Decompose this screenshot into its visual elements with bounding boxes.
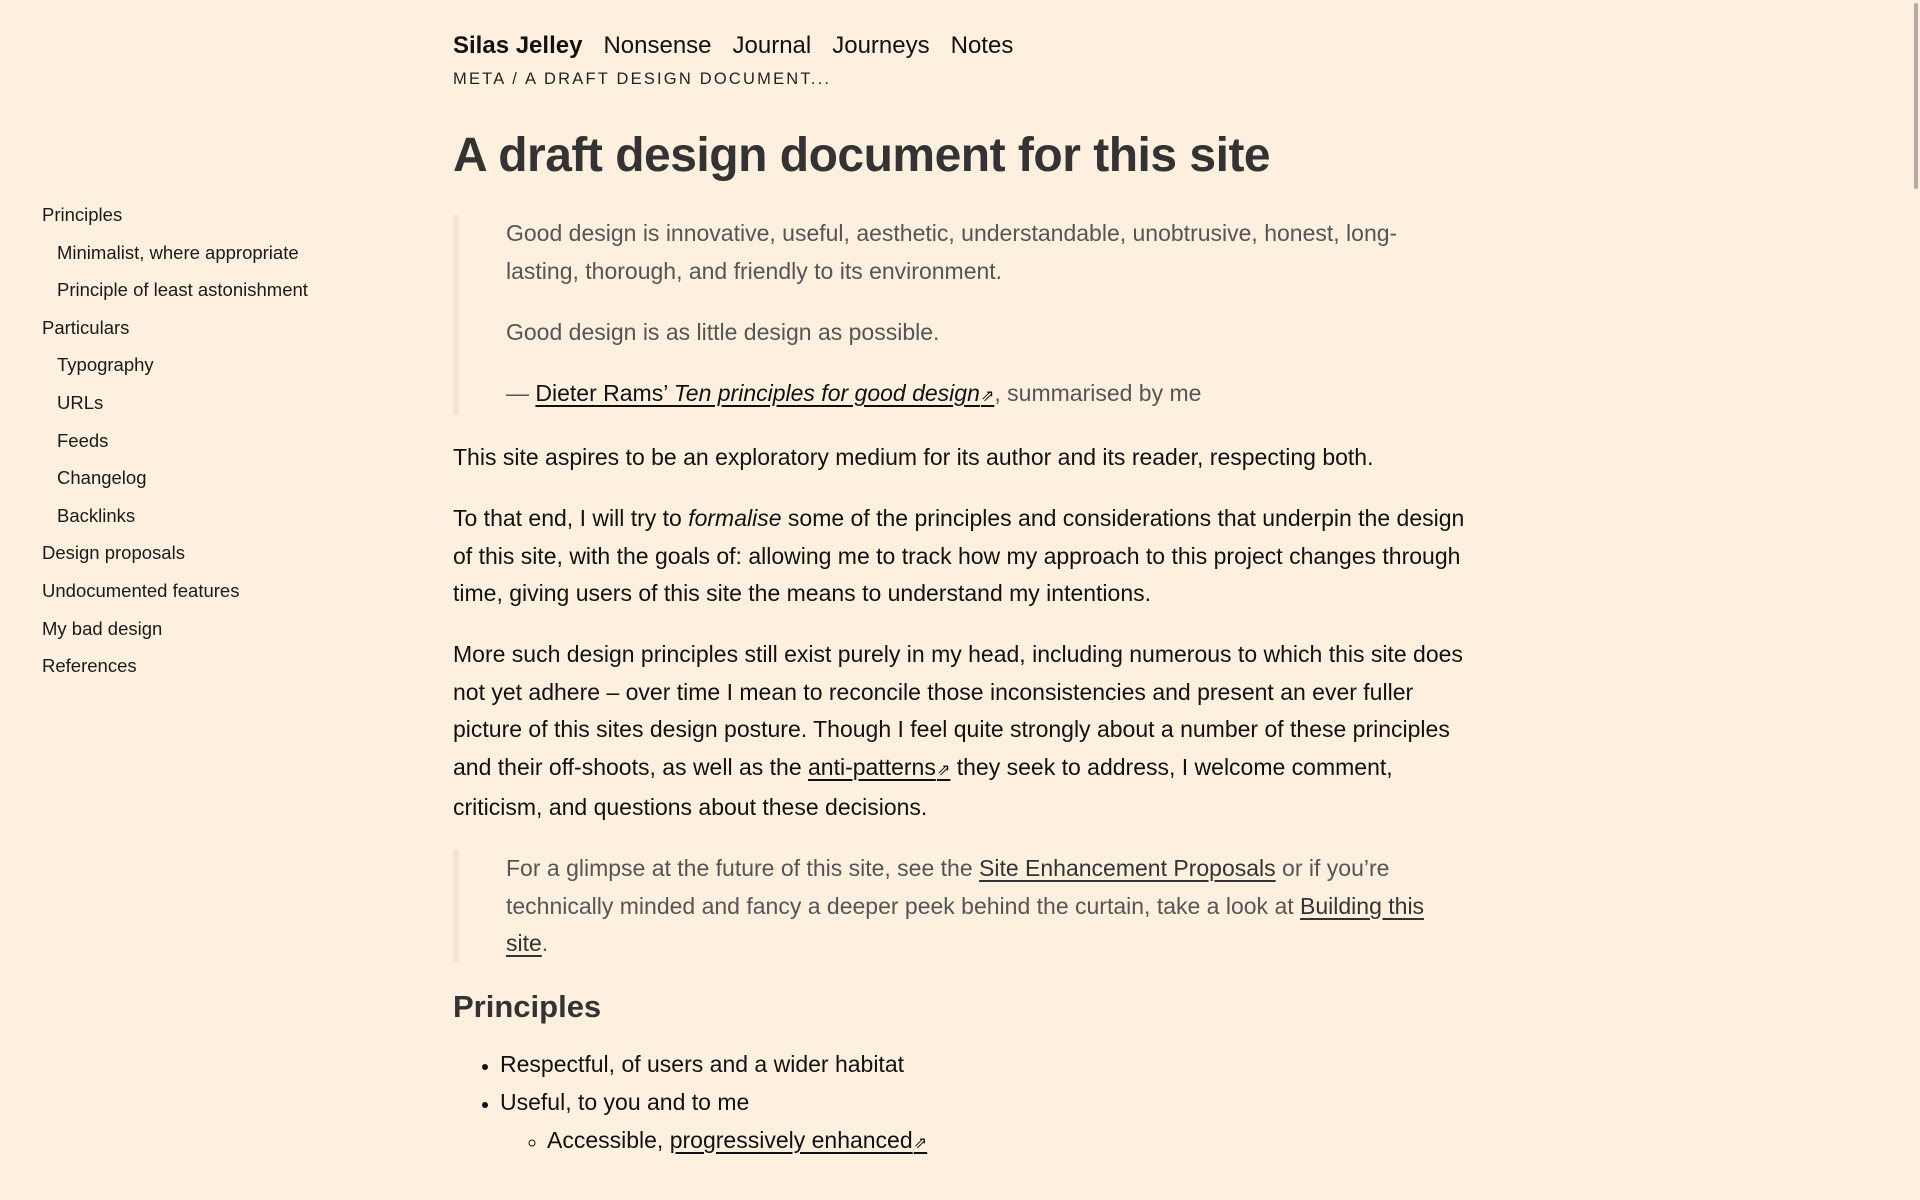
link-text: progressively enhanced bbox=[669, 1126, 913, 1153]
link-text: anti-patterns bbox=[808, 753, 936, 780]
site-enhancement-proposals-link[interactable]: Site Enhancement Proposals bbox=[979, 855, 1276, 881]
toc-item-my-bad-design[interactable]: My bad design bbox=[42, 617, 163, 639]
toc-item-changelog[interactable]: Changelog bbox=[57, 467, 147, 489]
epigraph-quote bbox=[453, 215, 1465, 415]
text: More such design principles still exist purely in my head, including numerous to which this site does not yet adhere – over time I mean to reconcile those inconsistencies and present an ever fuller picture of this sites design posture. Though I feel quite strongly about a number of these principles and their off-shoots, as well as the bbox=[453, 641, 1463, 780]
progressively-enhanced-link[interactable] bbox=[670, 1127, 927, 1153]
nav-link-notes[interactable]: Notes bbox=[950, 32, 1014, 59]
text: or if you’re technically minded and fancy a deeper peek behind the curtain, take a look at bbox=[506, 855, 1390, 919]
anti-patterns-link[interactable] bbox=[808, 754, 950, 780]
text: some of the principles and considerations that underpin the design of this site, with the goals of: allowing me to track how my approach to this project changes through time, giving users of this site the means to understand my intentions. bbox=[453, 505, 1465, 606]
list-item: • Respectful, of users and a wider habitat bbox=[500, 1045, 1465, 1083]
table-of-contents bbox=[42, 196, 402, 685]
toc-item-minimalist[interactable]: Minimalist, where appropriate bbox=[57, 241, 299, 263]
scrollbar[interactable] bbox=[1914, 3, 1918, 189]
external-link-icon: ⇗ bbox=[936, 760, 951, 779]
dieter-rams-link[interactable] bbox=[535, 380, 994, 406]
toc-item-references[interactable]: References bbox=[42, 655, 137, 677]
principles-list bbox=[453, 1045, 1465, 1162]
text: To that end, I will try to bbox=[453, 505, 689, 531]
toc-item-particulars[interactable]: Particulars bbox=[42, 316, 130, 338]
toc-item-feeds[interactable]: Feeds bbox=[57, 429, 109, 451]
goals-paragraph bbox=[453, 500, 1465, 613]
toc-item-design-proposals[interactable]: Design proposals bbox=[42, 542, 185, 564]
main-content bbox=[453, 26, 1465, 1162]
toc-item-principles[interactable]: Principles bbox=[42, 204, 123, 225]
nav-link-journal[interactable]: Journal bbox=[732, 32, 812, 59]
text: they seek to address, I welcome comment, criticism, and questions about these decisions. bbox=[453, 753, 1393, 820]
nav-link-journeys[interactable]: Journeys bbox=[832, 32, 930, 59]
site-brand-link[interactable]: Silas Jelley bbox=[453, 32, 583, 59]
text: Accessible, bbox=[547, 1126, 670, 1153]
link-text-italic: Ten principles for good design bbox=[673, 379, 980, 406]
more-principles-paragraph bbox=[453, 636, 1465, 827]
external-link-icon: ⇗ bbox=[913, 1133, 928, 1152]
note-paragraph bbox=[506, 850, 1465, 963]
text: For a glimpse at the future of this site, see the bbox=[506, 855, 980, 881]
intro-paragraph: This site aspires to be an exploratory medium for its author and its reader, respecting both. bbox=[453, 444, 1374, 470]
toc-item-least-astonishment[interactable]: Principle of least astonishment bbox=[57, 279, 308, 301]
toc-item-urls[interactable]: URLs bbox=[57, 391, 104, 413]
nav-link-nonsense[interactable]: Nonsense bbox=[603, 32, 712, 59]
toc-item-undocumented-features[interactable]: Undocumented features bbox=[42, 579, 240, 601]
site-nav bbox=[453, 26, 1465, 66]
emphasis: formalise bbox=[688, 505, 782, 531]
toc-item-typography[interactable]: Typography bbox=[57, 354, 154, 376]
attribution-suffix: , summarised by me bbox=[994, 379, 1202, 406]
quote-line-2: Good design is as little design as possible. bbox=[506, 318, 940, 345]
link-text: Dieter Rams’ bbox=[535, 379, 674, 406]
text: Useful, to you and to me bbox=[500, 1088, 750, 1115]
sub-list bbox=[500, 1121, 1465, 1162]
list-item bbox=[500, 1083, 1465, 1162]
toc-item-backlinks[interactable]: Backlinks bbox=[57, 504, 136, 526]
section-heading-principles: Principles bbox=[453, 988, 602, 1024]
external-link-icon: ⇗ bbox=[980, 386, 995, 405]
quote-attribution bbox=[506, 375, 1465, 416]
text: . bbox=[541, 930, 549, 956]
list-item bbox=[547, 1121, 1465, 1162]
breadcrumb[interactable]: META / A DRAFT DESIGN DOCUMENT... bbox=[453, 70, 832, 88]
building-this-site-link[interactable]: Building this site bbox=[506, 892, 1425, 956]
note-callout bbox=[453, 850, 1465, 963]
quote-line-1: Good design is innovative, useful, aesthetic, understandable, unobtrusive, honest, long-lasting, thorough, and friendly to its environment. bbox=[506, 220, 1398, 284]
attribution-dash: — bbox=[506, 379, 536, 406]
page-title: A draft design document for this site bbox=[453, 129, 1271, 182]
